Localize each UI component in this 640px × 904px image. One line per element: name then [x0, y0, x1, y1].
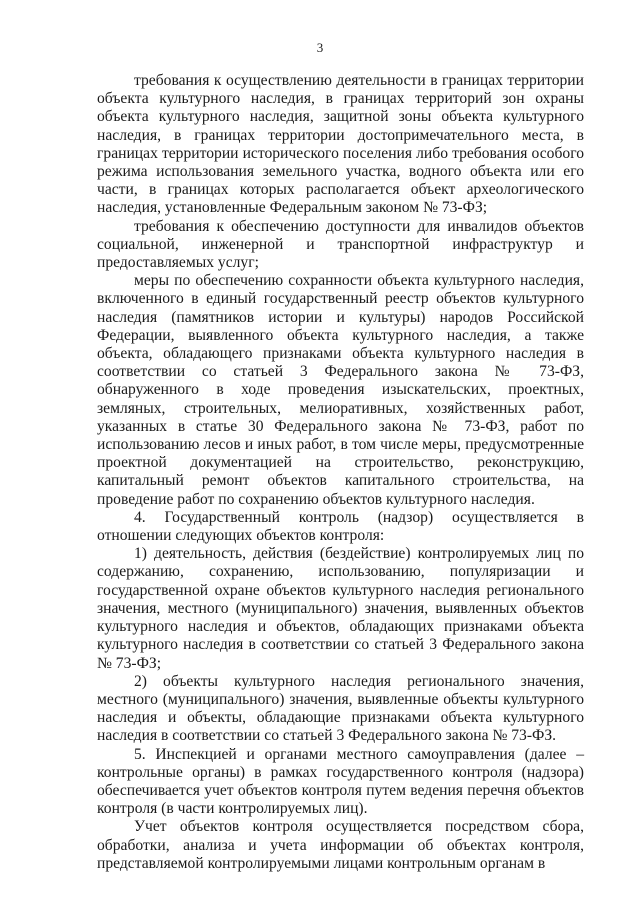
page-number: 3	[316, 40, 324, 55]
paragraph-control-bodies: 5. Инспекцией и органами местного самоуправления (далее – контрольные органы) в рамках государственного контроля (надзора) обеспечивается учет объектов контроля путем ведения перечня объектов контроля (в части контролируемых лиц).	[97, 745, 584, 818]
paragraph-heritage-territory-requirements: требования к осуществлению деятельности в границах территории объекта культурного наследия, в границах территорий зон охраны объекта культурного наследия, защитной зоны объекта культурного наследия, в границах территории достопримечательного места, в границах территории исторического поселения либо требования особого режима использования земельного участка, водного объекта или его части, в границах которых располагается объект археологического наследия, установленные Федеральным законом № 73-ФЗ;	[97, 72, 584, 217]
paragraph-control-objects-intro: 4. Государственный контроль (надзор) осуществляется в отношении следующих объектов контроля:	[97, 508, 584, 545]
paragraph-accessibility-requirements: требования к обеспечению доступности для инвалидов объектов социальной, инженерной и транспортной инфраструктур и предоставляемых услуг;	[97, 217, 584, 272]
list-item-activities: 1) деятельность, действия (бездействие) контролируемых лиц по содержанию, сохранению, использованию, популяризации и государственной охране объектов культурного наследия регионального значения, местного (муниципального) значения, выявленных объектов культурного наследия и объектов, обладающих признаками объекта культурного наследия в соответствии со статьей 3 Федерального закона № 73-ФЗ;	[97, 545, 584, 672]
paragraph-preservation-measures: меры по обеспечению сохранности объекта культурного наследия, включенного в единый государственный реестр объектов культурного наследия (памятников истории и культуры) народов Российской Федерации, выявленного объекта культурного наследия, а также объекта, обладающего признаками объекта культурного наследия в соответствии со статьей 3 Федерального закона № 73-ФЗ, обнаруженного в ходе проведения изыскательских, проектных, земляных, строительных, мелиоративных, хозяйственных работ, указанных в статье 30 Федерального закона № 73-ФЗ, работ по использованию лесов и иных работ, в том числе меры, предусмотренные проектной документацией на строительство, реконструкцию, капитальный ремонт объектов капитального строительства, на проведение работ по сохранению объектов культурного наследия.	[97, 272, 584, 508]
paragraph-accounting: Учет объектов контроля осуществляется посредством сбора, обработки, анализа и учета информации об объектах контроля, представляемой контролируемыми лицами контрольным органам в	[97, 818, 584, 872]
list-item-heritage-objects: 2) объекты культурного наследия регионального значения, местного (муниципального) значения, выявленные объекты культурного наследия и объекты, обладающие признаками объекта культурного наследия в соответствии со статьей 3 Федерального закона № 73-ФЗ.	[97, 672, 584, 745]
document-body	[97, 72, 584, 873]
